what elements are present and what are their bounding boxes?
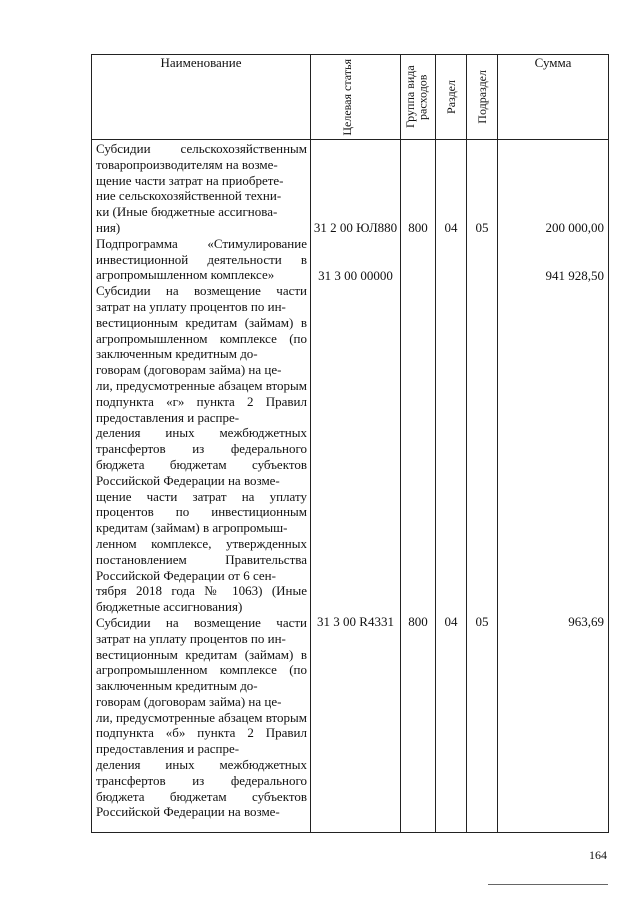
- section-column: [436, 140, 467, 833]
- row-subsection: 05: [475, 614, 489, 629]
- row-amount: 941 928,50: [545, 268, 604, 283]
- row-name: Подпрограмма «Стимулирование инвестиционной деятельности в агропромышленном комплексе»: [96, 235, 307, 283]
- header-amount: Сумма: [498, 55, 609, 140]
- table-body: [92, 140, 609, 833]
- row-code: 31 3 00 R4331: [317, 614, 394, 629]
- header-section: [436, 55, 467, 140]
- row-group: 800: [408, 220, 428, 235]
- row-name: Субсидии на возмещение части затрат на уплату процентов по ин- вестиционным кредитам (займам) в агропромышленном комплексе (по заключенным кредитным до- говорам (договорам займа) на це- ли, предусмотренные абзацем вторым подпункта «б» пункта 2 Правил предоставления и распре- деления иных межбюджетных трансфертов из федерального бюджета бюджетам субъектов Российской Федерации на возме-: [96, 614, 307, 820]
- row-amount: 963,69: [568, 614, 604, 629]
- budget-table: [91, 54, 609, 833]
- header-target-article: [311, 55, 401, 140]
- footer-divider: [488, 884, 608, 885]
- header-expense-group-label: Группа вида расходов: [403, 65, 430, 129]
- header-subsection-label: Подраздел: [474, 70, 489, 124]
- row-code: 31 2 00 ЮЛ880: [313, 220, 398, 235]
- code-column: [311, 140, 401, 833]
- row-group: 800: [408, 614, 428, 629]
- row-subsection: 05: [475, 220, 489, 235]
- row-section: 04: [444, 220, 458, 235]
- amount-column: [498, 140, 609, 833]
- header-name: Наименование: [92, 55, 311, 140]
- page-number: 164: [589, 848, 607, 862]
- table-header-row: [92, 55, 609, 140]
- name-column: [92, 140, 311, 833]
- row-section: 04: [444, 614, 458, 629]
- subsection-column: [467, 140, 498, 833]
- header-expense-group: [401, 55, 436, 140]
- row-code: 31 3 00 00000: [318, 268, 393, 283]
- header-section-label: Раздел: [443, 80, 458, 114]
- header-subsection: [467, 55, 498, 140]
- group-column: [401, 140, 436, 833]
- row-amount: 200 000,00: [545, 220, 604, 235]
- header-target-article-label: Целевая статья: [339, 58, 354, 136]
- row-name: Субсидии сельскохозяйственным товаропроизводителям на возме- щение части затрат на приобрете- ние сельскохозяйственной техни- ки (Иные бюджетные ассигнова- ния): [96, 141, 307, 235]
- row-name: Субсидии на возмещение части затрат на уплату процентов по ин- вестиционным кредитам (займам) в агропромышленном комплексе (по заключенным кредитным до- говорам (договорам займа) на це- ли, предусмотренные абзацем вторым подпункта «г» пункта 2 Правил предоставления и распре- деления иных межбюджетных трансфертов из федерального бюджета бюджетам субъектов Российской Федерации на возме- щение части затрат на уплату процентов по инвестиционным кредитам (займам) в агропромыш- ленном комплексе, утвержденных постановлением Правительства Российской Федерации от 6 сен- тября 2018 года № 1063) (Иные бюджетные ассигнования): [96, 283, 307, 615]
